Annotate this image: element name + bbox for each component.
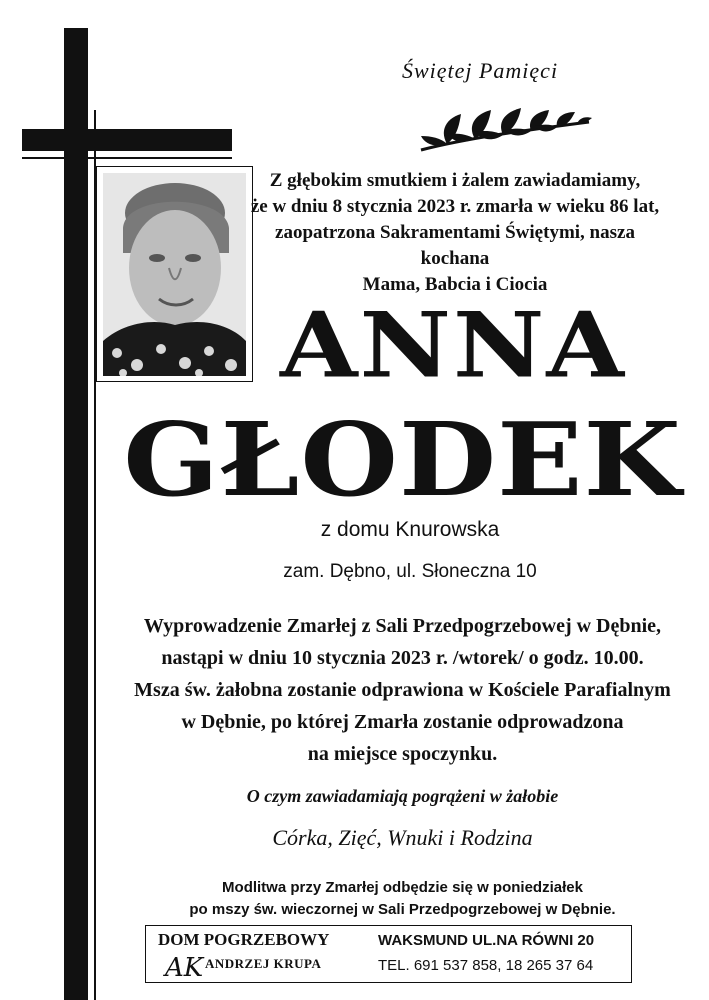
prayer-line: po mszy św. wieczornej w Sali Przedpogrzebowej w Dębnie. [189,901,616,918]
family-names: Córka, Zięć, Wnuki i Rodzina [272,825,533,850]
intro-line: Z głębokim smutkiem i żalem zawiadamiamy, [269,170,641,191]
intro-line: zaopatrzona Sakramentami Świętymi, nasza kochana [275,222,635,269]
ak-logo-icon [163,950,209,982]
mourners-inform-text: O czym zawiadamiają pogrążeni w żałobie [246,786,559,806]
cross-vertical-bar [64,28,88,1000]
funeral-home-name: DOM POGRZEBOWY [158,930,330,949]
cross-horizontal-bar [22,129,232,151]
intro-line: Mama, Babcia i Ciocia [362,274,548,295]
intro-announcement [245,168,665,298]
cross-horizontal-line [22,157,232,159]
deceased-surname: GŁODEK [123,401,682,520]
ceremony-line: Wyprowadzenie Zmarłej z Sali Przedpogrzebowej w Dębnie, [143,615,662,637]
funeral-home-phone: TEL. 691 537 858, 18 265 37 64 [378,957,594,974]
ceremony-line: Msza św. żałobna zostanie odprawiona w Kościele Parafialnym [134,679,671,701]
palm-branch-icon [417,108,593,158]
ceremony-line: nastąpi w dniu 10 stycznia 2023 r. /wtorek/ o godz. 10.00. [161,647,644,669]
maiden-name: z domu Knurowska [320,518,500,541]
ceremony-line: w Dębnie, po której Zmarła zostanie odprowadzona [181,711,624,733]
intro-line: że w dniu 8 stycznia 2023 r. zmarła w wieku 86 lat, [250,196,660,217]
funeral-home-address: WAKSMUND UL.NA RÓWNI 20 [378,932,595,949]
portrait-photo [103,173,246,376]
logo-letters: AK [165,953,204,982]
prayer-notice [100,877,705,921]
deceased-first-name: ANNA [280,291,626,399]
prayer-line: Modlitwa przy Zmarłej odbędzie się w poniedziałek [222,879,583,896]
residence-address: zam. Dębno, ul. Słoneczna 10 [283,561,537,582]
memory-heading: Świętej Pamięci [401,58,559,83]
funeral-home-owner: ANDRZEJ KRUPA [205,956,322,971]
ceremony-details [100,610,705,770]
ceremony-line: na miejsce spoczynku. [307,743,498,765]
